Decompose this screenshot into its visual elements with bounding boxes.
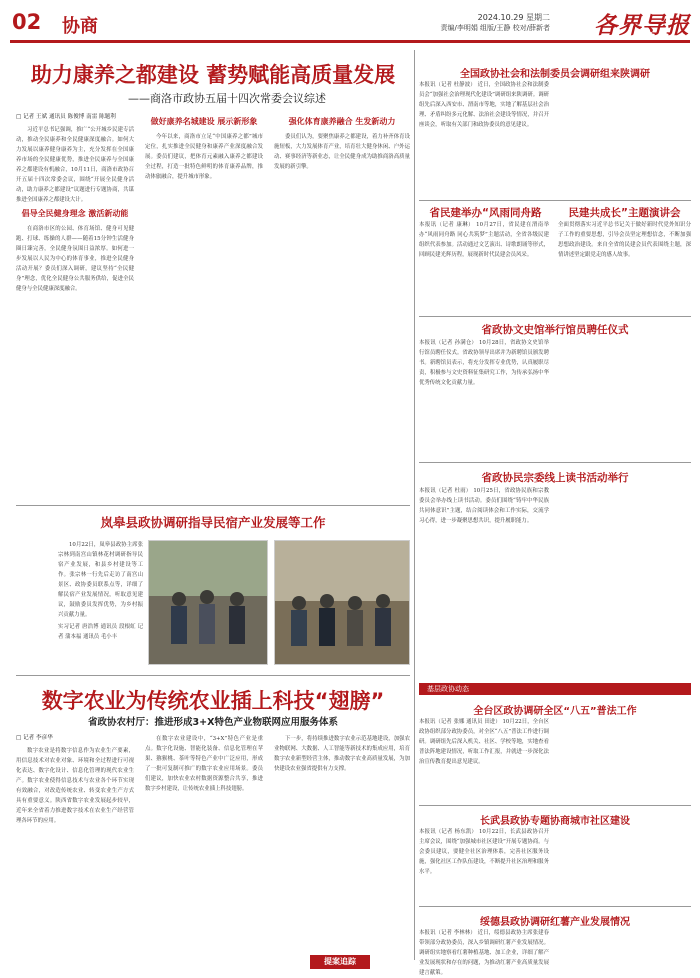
section2-title: 做好康养名城建设 展示新形象 (150, 117, 258, 126)
main-article-title: 助力康养之都建设 蓄势赋能高质量发展 (30, 63, 396, 87)
right-article-6-byline: 本报讯（记者 张娜 通讯员 田进） (419, 719, 501, 725)
right-rule-1 (419, 200, 691, 201)
right-article-5-body: 10月25日，省政协民族和宗教委员会举办线上读书活动。委员们围绕“铸牢中华民族共同体意识”主题，结合阅读体会和工作实际，交流学习心得，进一步凝聚思想共识，提升履职能力。 (419, 488, 549, 524)
right-article-7-body: 10月22日，长武县政协召开主席会议，围绕“加强城市社区建设”开展专题协商。与会委员建议，要健全社区治理体系，完善社区服务设施，强化社区工作队伍建设，不断提升社区治理和服务水平。 (419, 829, 549, 875)
column-name: 协商 (62, 16, 98, 37)
right-article-2-byline: 本报讯（记者 康琳） (419, 222, 474, 228)
page-header (0, 0, 700, 46)
masthead-logo: 各界导报 (594, 12, 690, 39)
second-article-body3: 下一步，将持续推进数字农业示范基地建设，加强农业物联网、大数据、人工智能等新技术的集成应用，培育数字农业新型经营主体，推动数字农业高质量发展，为加快建设农业强省提供有力支撑。 (274, 736, 410, 772)
right-article-4-byline: 本报讯（记者 孙满仓） (419, 340, 478, 346)
second-article-subtitle: 省政协农村厅：推进形成3+X特色产业物联网应用服务体系 (88, 717, 338, 728)
page-number: 02 (12, 10, 42, 34)
right-article-7-title: 长武县政协专题协商城市社区建设 (480, 816, 630, 827)
main-article-intro: 习近平总书记强调，推广“公开城乡民建专活动，推动全民康养和全民健康深度融合。如何大力发展以康养健身康养为主，充分发挥在全国康养市场的全民健康优势，推进全民康养与全国康养之都建设有机融合，10月11日，商洛市政协召开五届十四次常委会议，围绕“开展全民健身活动，助力康养之都建设”议题进行专题协商，共谋推进全国康养之都建设大计。 (16, 127, 134, 203)
section1-body: 在商洛市区的公园、体育场馆、健身可见健跑、打球、练操的人群——随着15分钟生活健身圈日臻完善，全民健身氛围日益浓厚。如何进一步发展以人民为中心的体育事业，推进全民健身活动开展？委员们深入调研，建议坚持“全民健身”理念，优化全民健身公共服务供给，促进全民健身与全民健康深度融合。 (16, 226, 134, 292)
photo-section-title: 岚皋县政协调研指导民宿产业发展等工作 (100, 515, 326, 530)
right-article-1-body: 近日，全国政协社会和法制委员会“加强社会治理现代化建设”调研组来陕调研。调研组先后深入西安市、渭南市等地，实地了解基层社会治理、矛盾纠纷多元化解、法治社会建设等情况，并召开座谈会，听取有关部门和政协委员的意见建议。 (419, 82, 549, 128)
right-article-8-title: 绥德县政协调研红薯产业发展情况 (480, 917, 630, 928)
header-rule (10, 40, 690, 43)
editor-line: 责编/李明娟 组版/王静 校对/薛新者 (440, 24, 550, 32)
main-article-subtitle: ——商洛市政协五届十四次常委会议综述 (128, 92, 326, 105)
photo-left (148, 540, 268, 665)
right-article-1-title: 全国政协社会和法制委员会调研组来陕调研 (460, 69, 650, 80)
right-article-4-title: 省政协文史馆举行馆员聘任仪式 (481, 324, 629, 336)
main-article-byline: □ 记者 王斌 通讯员 陈俊博 南雷 陈题利 (16, 114, 116, 120)
right-article-4-col1 (419, 338, 549, 448)
second-article-top-rule (16, 675, 410, 676)
photo-top-rule (16, 505, 410, 506)
right-article-1-col1 (419, 80, 549, 200)
second-article-col3 (274, 734, 410, 949)
section1-title: 倡导全民健身理念 激活新动能 (21, 209, 129, 218)
photo-right (274, 540, 410, 665)
second-article-byline: □ 记者 李彦华 (16, 735, 53, 741)
right-article-6-col1 (419, 717, 549, 802)
second-article-col2 (145, 734, 263, 954)
main-article-col2 (145, 113, 263, 503)
issue-date: 2024.10.29 星期二 (477, 13, 550, 22)
right-article-2-title: 省民建举办“风雨同舟路 (429, 207, 542, 219)
grassroots-news-banner: 基层政协动态 (419, 683, 691, 695)
second-article-body1: 数字农业是将数字信息作为农业生产要素，用信息技术对农业对象、环境和全过程进行可视化表达、数字化设计、信息化管理的现代农业生产。数字农业使得信息技术与农业各个环节实现有效融合，对改造传统农业、转变农业生产方式具有重要意义。陕西省数字农业发展起步较早，近年来全省着力推进数字技术在农业生产经营管理各环节的应用。 (16, 748, 134, 824)
photo-caption (58, 540, 143, 640)
proposal-tracking-tag: 提案追踪 (310, 955, 370, 969)
right-article-1-byline: 本报讯（记者 杜静波） (419, 82, 476, 88)
section3-title: 强化体育康养融合 生发新动力 (288, 117, 396, 126)
right-article-3-body: 全面贯彻落实习近平总书记关于做好新时代党外知识分子工作的重要思想，引导会员坚定理想信念，不断加强思想政治建设。来自全省的民建会员代表围绕主题，深情讲述坚定跟党走的感人故事。 (558, 222, 691, 258)
right-article-6-body: 10月22日，全台区政协组织部分政协委员，对全区“八五”普法工作进行调研。调研组先后深入机关、社区、学校等地，实地查看普法阵地建设情况，听取工作汇报，并就进一步深化法治宣传教育提出意见建议。 (419, 719, 549, 765)
people-photo-icon (149, 541, 267, 664)
right-article-8-byline: 本报讯（记者 李林林） (419, 930, 476, 936)
section3-body: 委员们认为，要聚焦康养之都建设，着力补齐体育设施短板，大力发展体育产业，培育壮大健身休闲、户外运动、赛事经济等新业态，让全民健身成为助推商洛高质量发展的新引擎。 (274, 134, 410, 170)
section2-body: 今年以来，商洛市立足“中国康养之都”城市定位，扎实推进全民健身和康养产业深度融合发展。委员们建议，把体育元素融入康养之都建设全过程，打造一批特色鲜明的体育康养品牌，推动体旅融合，提升城市形象。 (145, 134, 263, 180)
second-article-title: 数字农业为传统农业插上科技“翅膀” (41, 689, 385, 713)
right-rule-4 (419, 805, 691, 806)
right-article-7-col1 (419, 827, 549, 902)
right-article-7-byline: 本报讯（记者 杨东凯） (419, 829, 478, 835)
column-divider (414, 50, 415, 960)
meeting-photo-icon (275, 541, 409, 664)
photo-caption-text: 10月22日，岚皋县政协主席张宗林到南宫山镇林花村调研指导民宿产业发展，和县乡村建设等工作。张宗林一行先后走访了南宫山景区、政协委员联系点等，详细了解民宿产业发展情况，听取意见建议，鼓励委员发挥优势，为乡村振兴贡献力量。 (58, 542, 143, 618)
second-article-col1 (16, 734, 134, 954)
main-article-col1 (16, 113, 134, 503)
right-article-8-body: 近日，绥德县政协主席张建春带领部分政协委员，深入乡镇调研红薯产业发展情况。调研组实地察看红薯种植基地、加工企业，详细了解产业发展现状和存在的问题，为推动红薯产业高质量发展建言献策。 (419, 930, 549, 976)
right-article-3-body-block (558, 220, 691, 315)
right-article-5-col1 (419, 486, 549, 596)
right-article-6-title: 全台区政协调研全区“八五”普法工作 (473, 706, 637, 717)
right-article-5-byline: 本报讯（记者 杜雨） (419, 488, 472, 494)
second-article-body2: 在数字农业建设中，“3+X”特色产业是重点。数字化设施、智能化装备、信息化管理在苹果、猕猴桃、茶叶等特色产业中广泛应用，形成了一批可复制可推广的数字农业应用场景。委员们建议，加快农业农村数据资源整合共享，推进数字乡村建设，让传统农业插上科技翅膀。 (145, 736, 263, 792)
main-article-col3 (274, 113, 410, 503)
right-article-3-title: 民建共成长”主题演讲会 (568, 207, 681, 219)
right-article-4-body: 10月28日，省政协文史馆举行馆员聘任仪式。省政协领导出席并为新聘馆员颁发聘书。新聘馆员表示，将充分发挥专业优势，认真履职尽责，积极参与文史资料征集研究工作，为传承弘扬中华优秀传统文化贡献力量。 (419, 340, 549, 386)
right-article-2-body: 10月27日，省民建在渭南举办“风雨同舟路 同心共筑梦”主题活动，全省各级民建组织代表参加。活动通过文艺演出、诗歌朗诵等形式，回顾民建光辉历程，展现新时代民建会员风采。 (419, 222, 549, 258)
right-rule-5 (419, 906, 691, 907)
right-article-1-col2 (558, 80, 691, 200)
right-article-8-col1 (419, 928, 549, 976)
photo-credits: 实习记者 唐浩博 通讯员 段根虹 记者 蒲本福 通讯员 毛小丰 (58, 624, 143, 640)
right-rule-3 (419, 462, 691, 463)
right-article-2-body-block (419, 220, 549, 315)
right-article-5-title: 省政协民宗委线上读书活动举行 (481, 472, 629, 484)
right-rule-2 (419, 316, 691, 317)
